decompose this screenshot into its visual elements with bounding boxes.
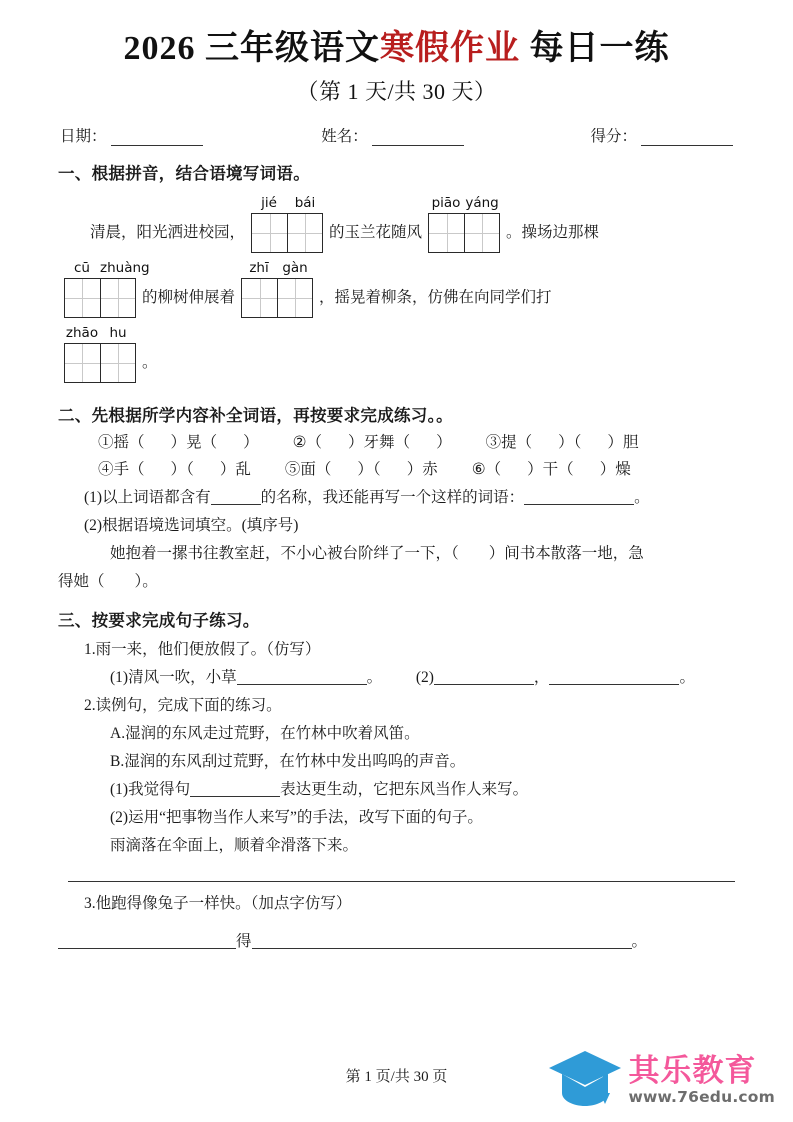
sub1-text-c: 。	[634, 489, 650, 507]
grid-cell[interactable]	[277, 279, 312, 317]
section-2-sub-2: (2)根据语境选词填空。(填序号)	[84, 517, 299, 535]
q1-sub1	[110, 669, 382, 686]
page-indicator: 第 1 页/共 30 页	[345, 1069, 448, 1085]
pinyin-syllable: gàn	[282, 259, 308, 276]
grid-box[interactable]	[241, 278, 313, 318]
section-3-q2-sub-1	[58, 778, 745, 802]
grid-cell[interactable]	[242, 279, 277, 317]
answer-blank[interactable]	[524, 489, 634, 505]
section-3-q2-option-a: A.湿润的东风走过荒野，在竹林中吹着风笛。	[110, 724, 420, 742]
word-number: ⑤	[284, 461, 301, 479]
section-2-sub-2-text-line-2	[58, 570, 745, 594]
word-item-2[interactable]: ②（ ）牙舞（ ）	[292, 434, 452, 452]
pinyin-syllable: hu	[109, 324, 127, 341]
section-1-heading: 一、根据拼音，结合语境写词语。	[58, 163, 310, 183]
date-field	[60, 124, 203, 146]
name-field	[321, 124, 464, 146]
row2-tail-text: ，摇晃着柳条，仿佛在向同学们打	[319, 288, 552, 306]
pinyin-syllable: zhāo	[65, 324, 99, 341]
score-field	[590, 124, 733, 146]
q1-sub2	[416, 669, 695, 686]
word-char: 乱	[235, 461, 251, 479]
page-title	[0, 28, 793, 71]
section-2-sub-1	[58, 486, 745, 510]
section-3-heading: 三、按要求完成句子练习。	[58, 611, 260, 631]
row3-tail-text: 。	[142, 353, 158, 371]
grid-cell[interactable]	[65, 279, 100, 317]
grid-box[interactable]	[64, 343, 136, 383]
word-number: ②	[292, 434, 307, 452]
q1-sub2-label: (2)	[415, 668, 434, 686]
site-logo	[548, 1047, 775, 1114]
word-item-6[interactable]: ⑥（ ）干（ ）燥	[471, 461, 631, 479]
pinyin-syllable: bái	[294, 195, 316, 212]
word-char: 干	[542, 461, 559, 479]
section-1-body	[58, 196, 745, 383]
pinyin-row-1	[58, 196, 745, 253]
sub1-text-b: 的名称，我还能再写一个这样的词语：	[260, 489, 525, 507]
answer-blank[interactable]	[434, 669, 534, 685]
name-input-line[interactable]	[372, 130, 464, 146]
meta-row	[60, 124, 733, 146]
answer-blank[interactable]	[58, 933, 236, 949]
word-number: ④	[98, 461, 114, 479]
pinyin-syllable: cū	[74, 259, 90, 276]
sub1-text-a: (1)以上词语都含有	[84, 489, 211, 507]
pinyin-cuzhuang	[64, 259, 150, 276]
answer-blank[interactable]	[211, 489, 261, 505]
word-list-row-2	[58, 458, 745, 482]
pinyin-syllable: zhuàng	[100, 259, 150, 276]
row2-mid-text: 的柳树伸展着	[142, 288, 236, 306]
pinyin-syllable: jié	[261, 195, 277, 212]
answer-blank[interactable]	[549, 669, 679, 685]
section-3-q2-option-b: B.湿润的东风刮过荒野，在竹林中发出呜呜的声音。	[110, 752, 466, 770]
title-highlight: 寒假作业	[380, 30, 520, 67]
grid-cell[interactable]	[287, 214, 322, 252]
logo-website-url: www.76edu.com	[628, 1087, 775, 1106]
word-char: 晃	[186, 434, 202, 452]
row1-lead-text: 清晨，阳光洒进校园，	[90, 224, 246, 242]
pinyin-syllable: piāo	[431, 195, 461, 212]
section-3-q3: 3.他跑得像兔子一样快。（加点字仿写）	[84, 894, 352, 912]
title-suffix: 每日一练	[529, 30, 670, 67]
tianzige-zhigan[interactable]	[241, 261, 313, 318]
grid-cell[interactable]	[429, 214, 464, 252]
q1-sub2-end: 。	[679, 668, 695, 686]
name-label: 姓名：	[321, 127, 368, 145]
word-char: 手	[113, 461, 130, 479]
title-subject: 三年级语文	[205, 30, 380, 67]
word-item-1[interactable]: ①摇（ ）晃（ ）	[98, 434, 259, 452]
worksheet-content	[58, 161, 745, 954]
word-char: 面	[300, 461, 316, 479]
score-input-line[interactable]	[641, 130, 733, 146]
word-char: 提	[501, 434, 517, 452]
title-block	[0, 0, 793, 106]
grid-box[interactable]	[251, 213, 323, 253]
section-2-heading: 二、先根据所学内容补全词语，再按要求完成练习。。	[58, 405, 453, 425]
word-char: 胆	[622, 434, 639, 452]
page-subtitle: （第 1 天/共 30 天）	[296, 78, 497, 104]
sub2-text-b: ）间书本散落一地，急	[488, 545, 644, 563]
logo-text-block	[628, 1052, 775, 1106]
word-char: 燥	[615, 461, 631, 479]
grid-cell[interactable]	[65, 344, 100, 382]
section-3-q1-subrow	[58, 666, 745, 690]
section-3-q3-answer-row	[58, 930, 745, 954]
sub2-text-d: ）。	[134, 573, 158, 591]
answer-blank[interactable]	[190, 781, 280, 797]
q3-end-char: 。	[631, 932, 648, 950]
graduation-cap-icon	[548, 1047, 622, 1114]
q3-mid-char: 得	[236, 932, 252, 950]
tianzige-cuzhuang[interactable]	[64, 259, 150, 318]
word-number: ③	[485, 434, 502, 452]
answer-line-long[interactable]	[68, 880, 735, 882]
pinyin-jiebai	[251, 196, 323, 211]
score-label: 得分：	[590, 127, 637, 145]
pinyin-syllable: zhī	[249, 259, 269, 276]
word-char: 赤	[422, 461, 438, 479]
tianzige-piaoyang[interactable]	[428, 196, 500, 253]
grid-box[interactable]	[428, 213, 500, 253]
word-item-5[interactable]: ⑤面（ ）（ ）赤	[284, 461, 438, 479]
answer-blank[interactable]	[252, 933, 632, 949]
pinyin-row-2	[58, 261, 745, 318]
word-char: 摇	[113, 434, 130, 452]
section-3-q2-sentence: 雨滴落在伞面上，顺着伞滑落下来。	[110, 836, 359, 854]
q1-sub2-comma: ，	[533, 668, 550, 686]
grid-cell[interactable]	[100, 344, 135, 382]
title-year: 2026	[123, 30, 196, 67]
logo-brand-name: 其乐教育	[628, 1052, 757, 1089]
pinyin-syllable: yáng	[465, 195, 499, 212]
q1-sub1-end: 。	[366, 668, 383, 686]
sub2-text-c: 得她（	[58, 573, 105, 591]
pinyin-zhaohu	[64, 326, 136, 341]
section-3-q2: 2.读例句，完成下面的练习。	[84, 696, 282, 714]
grid-cell[interactable]	[100, 279, 135, 317]
pinyin-piaoyang	[428, 196, 500, 211]
section-2-sub-2-text-line-1	[58, 542, 745, 566]
grid-cell[interactable]	[464, 214, 499, 252]
word-item-4[interactable]: ④手（ ）（ ）乱	[98, 461, 251, 479]
row1-tail-text: 。操场边那棵	[506, 224, 600, 242]
tianzige-zhaohu[interactable]	[64, 326, 136, 383]
word-number: ①	[98, 434, 114, 452]
grid-cell[interactable]	[252, 214, 287, 252]
row1-mid-text: 的玉兰花随风	[329, 224, 423, 242]
word-list-row-1	[58, 431, 745, 455]
answer-blank[interactable]	[237, 669, 367, 685]
pinyin-row-3	[58, 326, 745, 383]
q2-sub1-text-b: 表达更生动，它把东风当作人来写。	[280, 780, 529, 798]
q1-sub1-text: (1)清风一吹，小草	[110, 668, 237, 686]
word-item-3[interactable]: ③提（ ）（ ）胆	[485, 434, 639, 452]
section-3-q2-sub-2: (2)运用“把事物当作人来写”的手法，改写下面的句子。	[110, 808, 483, 826]
word-number: ⑥	[471, 461, 486, 479]
date-label: 日期：	[60, 127, 107, 145]
tianzige-jiebai[interactable]	[251, 196, 323, 253]
section-3-q1: 1.雨一来，他们便放假了。（仿写）	[84, 640, 321, 658]
q2-sub1-text-a: (1)我觉得句	[110, 780, 191, 798]
pinyin-zhigan	[241, 261, 313, 276]
grid-box[interactable]	[64, 278, 136, 318]
date-input-line[interactable]	[111, 130, 203, 146]
word-char: 牙舞	[363, 434, 395, 452]
sub2-text-a: 她抱着一摞书往教室赶，不小心被台阶绊了一下，（	[110, 545, 459, 563]
